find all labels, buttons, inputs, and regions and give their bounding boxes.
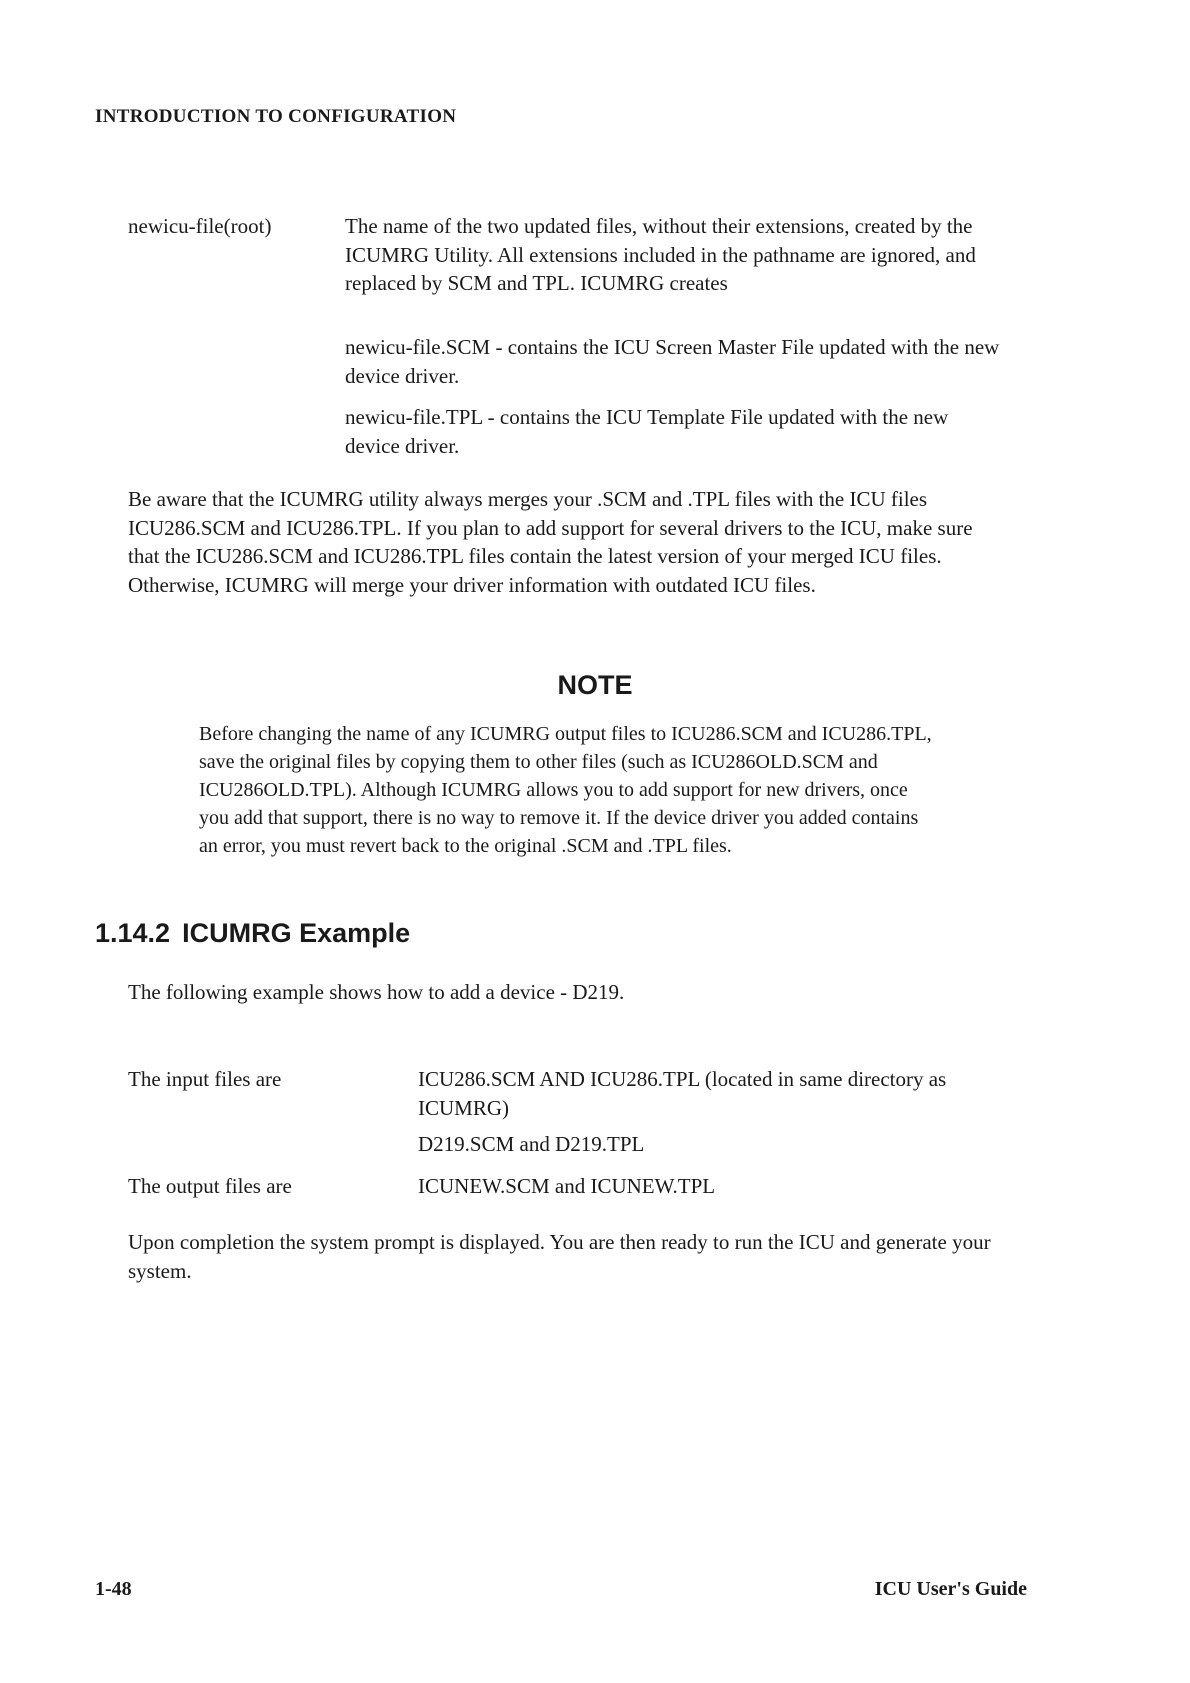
definition-paragraph: The name of the two updated files, without their extensions, created by the ICUMRG Utility. All extensions included in the pathname are ignored, and replaced by SCM and TPL. ICUMRG creates xyxy=(345,214,976,295)
body-paragraph: Be aware that the ICUMRG utility always merges your .SCM and .TPL files with the ICU files ICU286.SCM and ICU286.TPL. If you plan to add support for several drivers to the ICU, make sure that the ICU286.SCM and ICU286.TPL files contain the latest version of your merged ICU files. Otherwise, ICUMRG will merge your driver information with outdated ICU files. xyxy=(128,487,973,597)
input-files-label: The input files are xyxy=(128,1067,282,1091)
output-files-label: The output files are xyxy=(128,1174,292,1198)
section-intro: The following example shows how to add a device - D219. xyxy=(128,980,625,1004)
output-files-value: ICUNEW.SCM and ICUNEW.TPL xyxy=(418,1174,716,1198)
section-heading xyxy=(95,918,410,949)
section-title: ICUMRG Example xyxy=(182,918,411,948)
section-number: 1.14.2 xyxy=(95,918,171,948)
note-title: NOTE xyxy=(557,670,633,700)
page-number: 1-48 xyxy=(95,1578,132,1600)
definition-term: newicu-file(root) xyxy=(128,214,272,238)
note-body: Before changing the name of any ICUMRG output files to ICU286.SCM and ICU286.TPL, save the original files by copying them to other files (such as ICU286OLD.SCM and ICU286OLD.TPL). Although ICUMRG allows you to add support for new drivers, once you add that support, there is no way to remove it. If the device driver you added contains an error, you must revert back to the original .SCM and .TPL files. xyxy=(199,723,932,857)
input-files-value: ICU286.SCM AND ICU286.TPL (located in same directory as ICUMRG) xyxy=(418,1067,947,1120)
definition-tpl-item: newicu-file.TPL - contains the ICU Template File updated with the new device driver. xyxy=(345,405,949,458)
guide-title: ICU User's Guide xyxy=(874,1578,1027,1600)
definition-scm-item: newicu-file.SCM - contains the ICU Screen Master File updated with the new device driver. xyxy=(345,335,1000,388)
closing-paragraph: Upon completion the system prompt is displayed. You are then ready to run the ICU and generate your system. xyxy=(128,1230,991,1283)
input-files-value: D219.SCM and D219.TPL xyxy=(418,1132,645,1156)
running-header: INTRODUCTION TO CONFIGURATION xyxy=(95,106,457,127)
